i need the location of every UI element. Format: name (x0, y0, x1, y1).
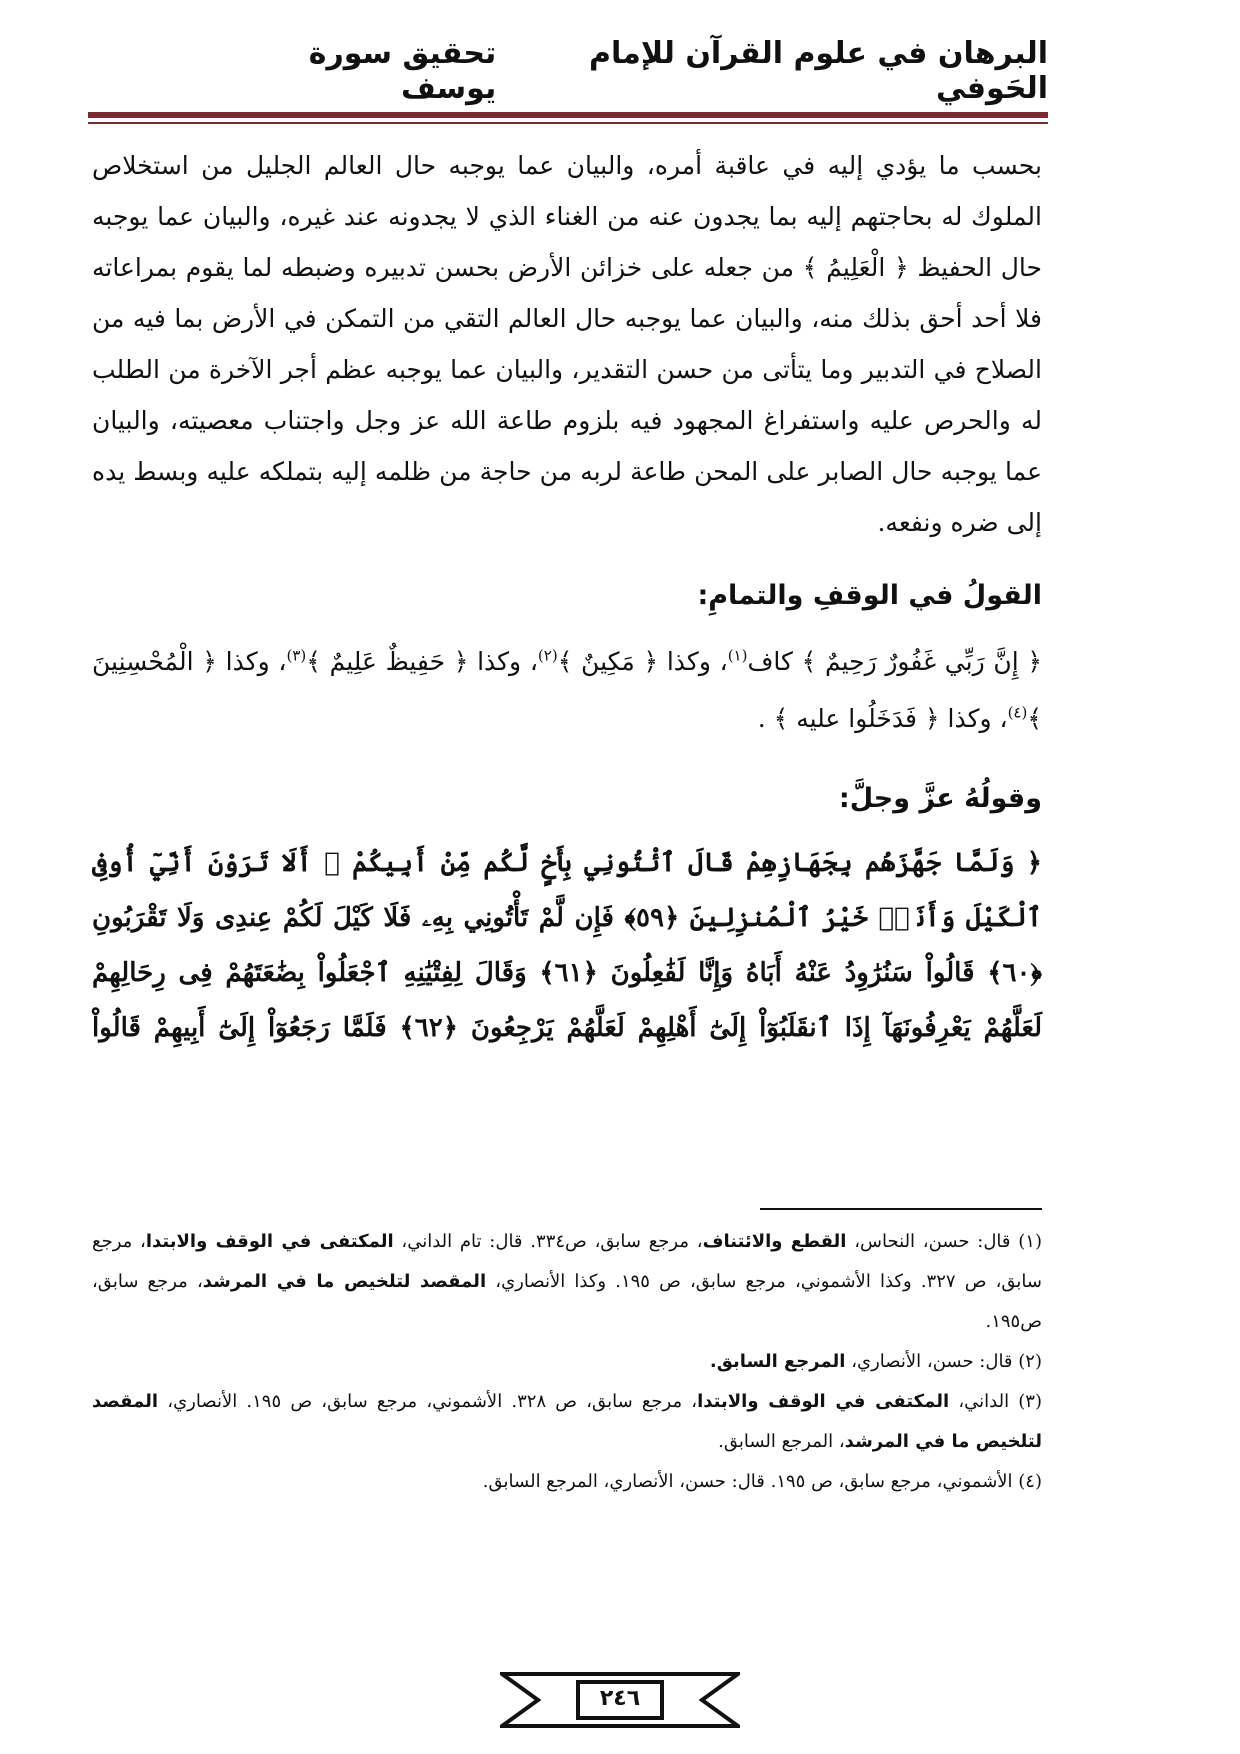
body-paragraph: بحسب ما يؤدي إليه في عاقبة أمره، والبيان عما يوجبه حال العالم الجليل من استخلاص الملوك له بحاجتهم إليه بما يجدون عنه من الغناء الذي لا يجدونه عند غيره، والبيان عما يوجبه حال الحفيظ ﴿ الْعَلِيمُ ﴾ من جعله على خزائن الأرض بحسن تدبيره وضبطه لما يقوم بمراعاته فلا أحد أحق بذلك منه، والبيان عما يوجبه حال العالم التقي من التمكن في الأرض بما فيه من الصلاح في التدبير وما يتأتى من حسن التقدير، والبيان عما يوجبه عظم أجر الآخرة من الطلب له والحرص عليه واستفراغ المجهود فيه بلزوم طاعة الله عز وجل واجتناب معصيته، والبيان عما يوجبه حال الصابر على المحن طاعة لربه من حاجة من ظلمه إليه بتملكه عليه وبسط يده إلى ضره ونفعه. (92, 151, 1042, 537)
footnote-ref-2[interactable]: (٢) (537, 646, 558, 665)
footnote-1-text-a: (١) قال: حسن، النحاس، (846, 1231, 1042, 1252)
footnote-1-text-e: ، مرجع سابق، ص١٩٥. (92, 1271, 1042, 1332)
footnote-ref-4[interactable]: (٤) (1007, 703, 1028, 722)
footnote-1-text-c: ، مرجع سابق، ص٣٣٤. قال: تام الداني، (393, 1231, 703, 1252)
main-content (92, 140, 1042, 1056)
footnotes (92, 1222, 1042, 1502)
header-rule-thick (88, 112, 1048, 118)
page-number: ٢٤٦ (599, 1686, 641, 1711)
footnote-4 (92, 1462, 1042, 1502)
waqf-text-2: ، وكذا ﴿ مَكِينٌ ﴾ (557, 647, 728, 676)
footnote-2-bold-1: المرجع السابق. (709, 1351, 846, 1372)
quran-verses: ﴿ وَلَمَّا جَهَّزَهُم بِجَهَازِهِمْ قَالَ ٱئْتُونِي بِأَخٍ لَّكُم مِّنْ أَبِيكُمْ ۚ أَلَا تَرَوْنَ أَنِّيٓ أُوفِى ٱلْكَيْلَ وَأَنَا۠ خَيْرُ ٱلْمُنزِلِينَ ﴿٥٩﴾ فَإِن لَّمْ تَأْتُونِي بِهِۦ فَلَا كَيْلَ لَكُمْ عِندِى وَلَا تَقْرَبُونِ ﴿٦٠﴾ قَالُواْ سَنُرَٰوِدُ عَنْهُ أَبَاهُ وَإِنَّا لَفَٰعِلُونَ ﴿٦١﴾ وَقَالَ لِفِتْيَٰنِهِ ٱجْعَلُواْ بِضَٰعَتَهُمْ فِى رِحَالِهِمْ لَعَلَّهُمْ يَعْرِفُونَهَآ إِذَا ٱنقَلَبُوٓاْ إِلَىٰٓ أَهْلِهِمْ لَعَلَّهُمْ يَرْجِعُونَ ﴿٦٢﴾ فَلَمَّا رَجَعُوٓاْ إِلَىٰٓ أَبِيهِمْ قَالُواْ (92, 848, 1043, 1043)
section-heading-qawl: وقولُهُ عزَّ وجلَّ: (838, 783, 1042, 814)
footnote-3-text-a: (٣) الداني، (949, 1391, 1042, 1412)
footnote-ref-1[interactable]: (١) (727, 646, 748, 665)
waqf-text-3: ، وكذا ﴿ حَفِيظٌ عَلِيمٌ ﴾ (306, 647, 538, 676)
footnote-3-text-c: ، مرجع سابق، ص ٣٢٨. الأشموني، مرجع سابق، ص ١٩٥. الأنصاري، (158, 1391, 698, 1412)
header-rule-thin (88, 122, 1048, 124)
footnote-1 (92, 1222, 1042, 1342)
footnote-separator (760, 1208, 1042, 1210)
footnote-ref-3[interactable]: (٣) (286, 646, 307, 665)
chapter-title: تحقيق سورة يوسف (308, 36, 497, 106)
running-header (88, 36, 1048, 106)
footnote-3-bold-1: المكتفى في الوقف والابتدا (697, 1391, 950, 1412)
footnote-1-bold-3: المقصد لتلخيص ما في المرشد (202, 1271, 487, 1292)
footnote-1-text-d: ، مرجع سابق، ص ٣٢٧. وكذا الأشموني، مرجع سابق، ص ١٩٥. وكذا الأنصاري، (92, 1231, 1042, 1292)
footnote-3-text-d: ، المرجع السابق. (718, 1431, 845, 1452)
footnote-1-bold-1: القطع والائتناف (702, 1231, 847, 1252)
footnote-4-text-a: (٤) الأشموني، مرجع سابق، ص ١٩٥. قال: حسن، الأنصاري، المرجع السابق. (482, 1471, 1042, 1492)
footnote-2-text-a: (٢) قال: حسن، الأنصاري، (845, 1351, 1042, 1372)
book-title: البرهان في علوم القرآن للإمام الحَوفي (589, 36, 1048, 106)
section-heading-waqf: القولُ في الوقفِ والتمامِ: (697, 580, 1042, 611)
waqf-text-1: ﴿ إِنَّ رَبِّي غَفُورٌ رَحِيمٌ ﴾ كاف (747, 647, 1042, 676)
waqf-paragraph (92, 633, 1042, 747)
waqf-text-5: ، وكذا ﴿ فَدَخَلُوا عليه ﴾ . (757, 704, 1008, 733)
footnote-1-bold-2: المكتفى في الوقف والابتدا (145, 1231, 394, 1252)
footnote-3 (92, 1382, 1042, 1462)
footnote-3-bold-2: المقصد لتلخيص ما في المرشد (92, 1391, 1042, 1452)
waqf-text-4: ، وكذا ﴿ الْمُحْسِنِينَ ﴾ (92, 647, 1042, 733)
footnote-2 (92, 1342, 1042, 1382)
